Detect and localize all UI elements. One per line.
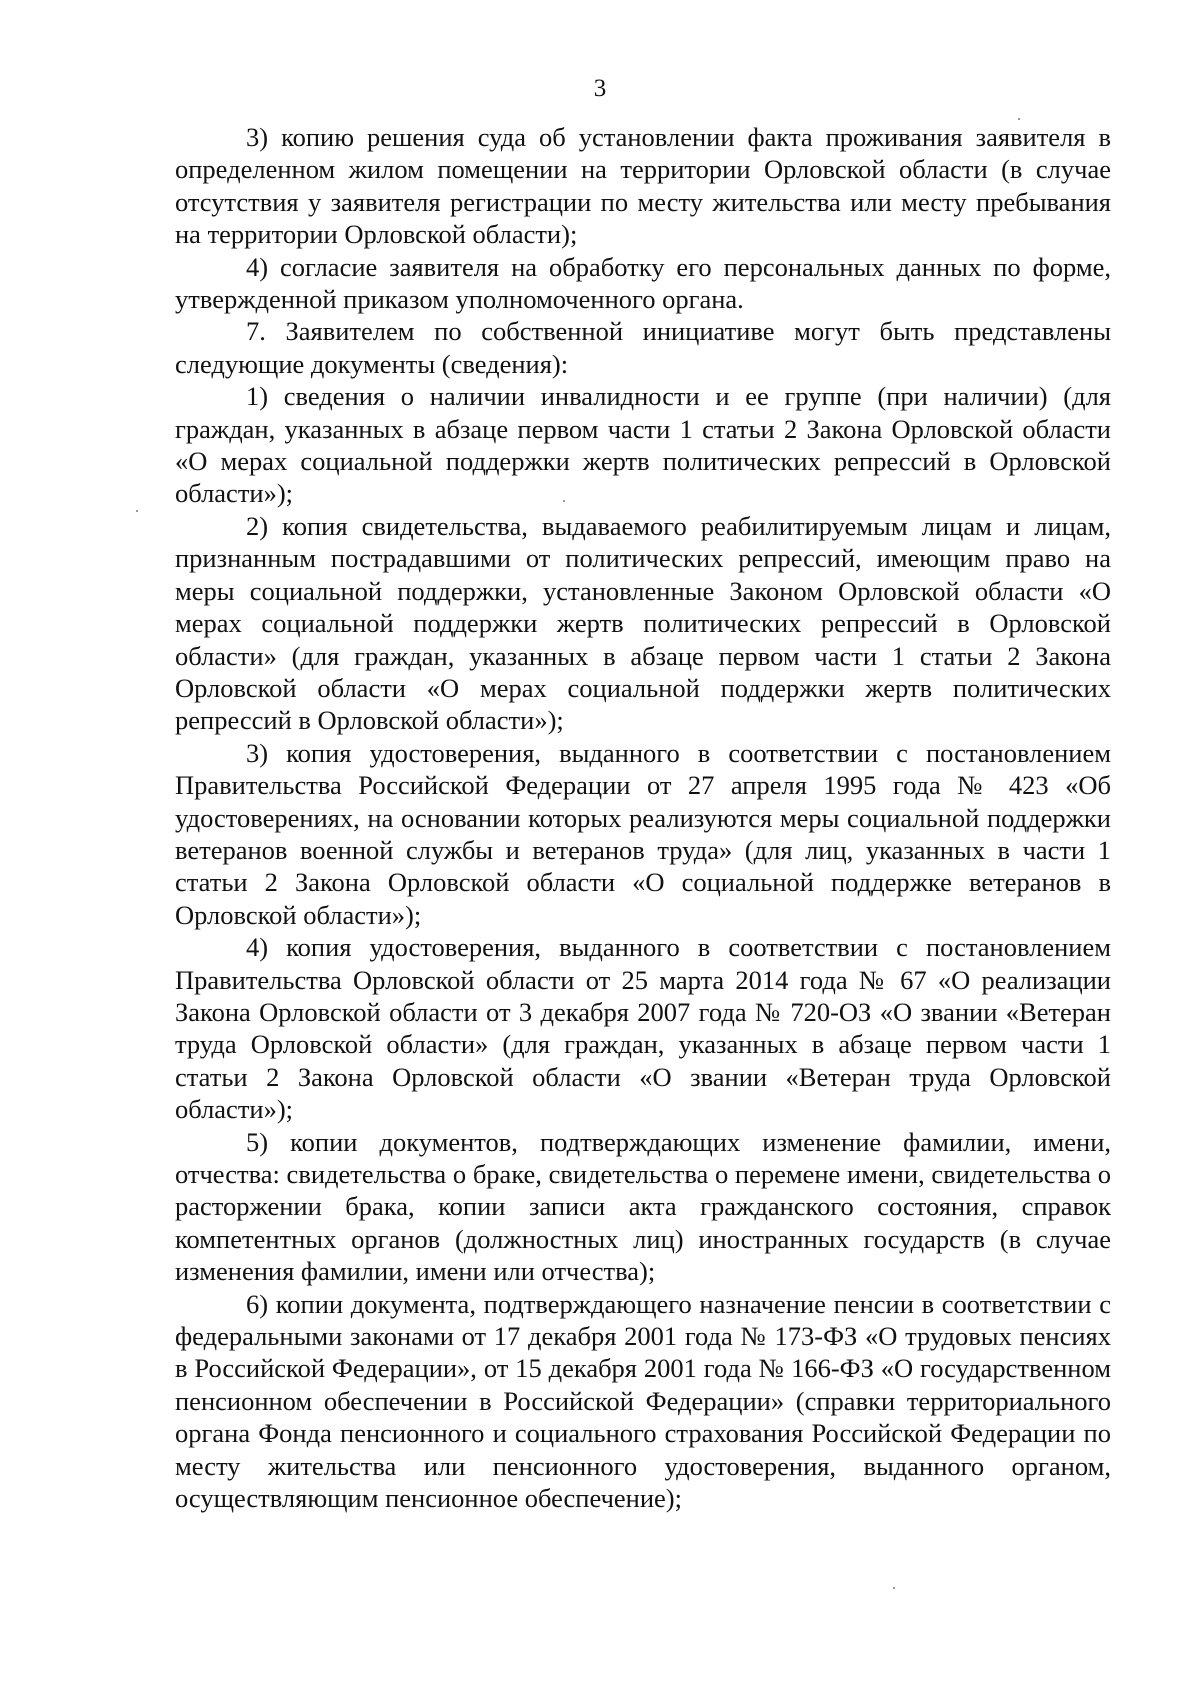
paragraph-item-6-pension-documents: 6) копии документа, подтверждающего назначение пенсии в соответствии с федеральными законами от 17 декабря 2001 года № 173-ФЗ «О трудовых пенсиях в Российской Федерации», от 15 декабря 2001 года № 166-ФЗ «О государственном пенсионном обеспечении в Российской Федерации» (справки территориального органа Фонда пенсионного и социального страхования Российской Федерации по месту жительства или пенсионного удостоверения, выданного органом, осуществляющим пенсионное обеспечение); — [175, 1288, 1111, 1514]
paragraph-item-5-name-change-documents: 5) копии документов, подтверждающих изменение фамилии, имени, отчества: свидетельства о браке, свидетельства о перемене имени, свидетельства о расторжении брака, копии записи акта гражданского состояния, справок компетентных органов (должностных лиц) иностранных государств (в случае изменения фамилии, имени или отчества); — [175, 1126, 1111, 1287]
scan-speck — [893, 1587, 895, 1589]
scan-speck — [136, 510, 138, 512]
scan-speck — [563, 500, 565, 502]
paragraph-item-4-consent: 4) согласие заявителя на обработку его персональных данных по форме, утвержденной приказом уполномоченного органа. — [175, 251, 1111, 315]
paragraph-item-2-rehabilitation-certificate: 2) копия свидетельства, выдаваемого реабилитируемым лицам и лицам, признанным пострадавшими от политических репрессий, имеющим право на меры социальной поддержки, установленные Законом Орловской области «О мерах социальной поддержки жертв политических репрессий в Орловской области» (для граждан, указанных в абзаце первом части 1 статьи 2 Закона Орловской области «О мерах социальной поддержки жертв политических репрессий в Орловской области»); — [175, 510, 1111, 736]
paragraph-item-4-labor-veteran-certificate: 4) копия удостоверения, выданного в соответствии с постановлением Правительства Орловской области от 25 марта 2014 года № 67 «О реализации Закона Орловской области от 3 декабря 2007 года № 720-ОЗ «О звании «Ветеран труда Орловской области» (для граждан, указанных в абзаце первом части 1 статьи 2 Закона Орловской области «О звании «Ветеран труда Орловской области»); — [175, 932, 1111, 1125]
paragraph-item-1-disability: 1) сведения о наличии инвалидности и ее группе (при наличии) (для граждан, указанных в абзаце первом части 1 статьи 2 Закона Орловской области «О мерах социальной поддержки жертв политических репрессий в Орловской области»); — [175, 381, 1111, 509]
page-number: 3 — [593, 75, 607, 102]
paragraph-section-7-heading: 7. Заявителем по собственной инициативе могут быть представлены следующие документы (сведения): — [175, 316, 1111, 379]
document-body — [175, 121, 1111, 1514]
paragraph-item-3-court-decision: 3) копию решения суда об установлении факта проживания заявителя в определенном жилом помещении на территории Орловской области (в случае отсутствия у заявителя регистрации по месту жительства или месту пребывания на территории Орловской области); — [175, 122, 1111, 250]
scan-speck — [1018, 118, 1020, 120]
paragraph-item-3-veteran-certificate: 3) копия удостоверения, выданного в соответствии с постановлением Правительства Российской Федерации от 27 апреля 1995 года № 423 «Об удостоверениях, на основании которых реализуются меры социальной поддержки ветеранов военной службы и ветеранов труда» (для лиц, указанных в части 1 статьи 2 Закона Орловской области «О социальной поддержке ветеранов в Орловской области»); — [175, 737, 1111, 930]
